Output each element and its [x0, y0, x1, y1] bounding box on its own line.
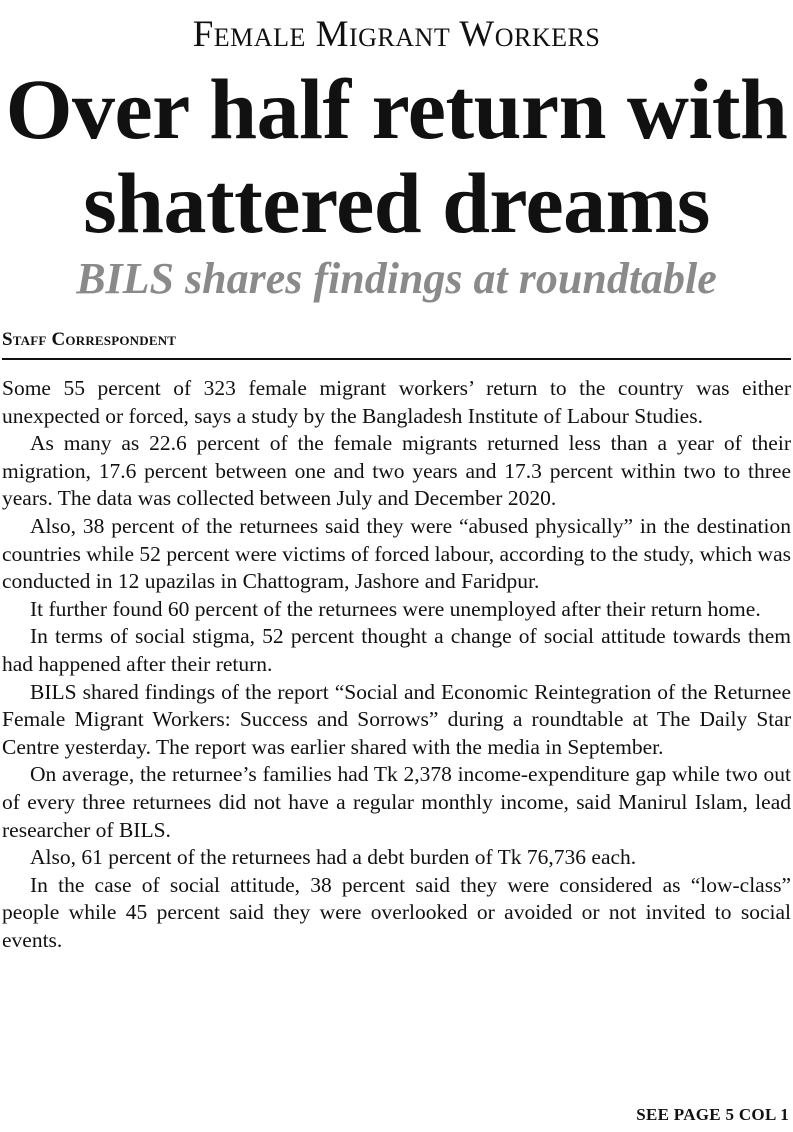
article-body — [2, 375, 791, 954]
article-paragraph: Also, 61 percent of the returnees had a debt burden of Tk 76,736 each. — [30, 845, 637, 870]
article-paragraph: In the case of social attitude, 38 percent said they were considered as “low-class” people while 45 percent said they were overlooked or avoided or not invited to social events. — [2, 872, 791, 952]
byline-divider — [2, 358, 791, 360]
headline: Over half return with shattered dreams — [5, 61, 788, 251]
article-paragraph: On average, the returnee’s families had Tk 2,378 income-expenditure gap while two out of every three returnees did not have a regular monthly income, said Manirul Islam, lead researcher of BILS. — [2, 762, 791, 842]
article-paragraph: BILS shared findings of the report “Social and Economic Reintegration of the Returnee Female Migrant Workers: Success and Sorrows” during a roundtable at The Daily Star Centre yesterday. The report was earlier shared with the media in September. — [2, 679, 791, 759]
section-kicker: Female Migrant Workers — [192, 14, 601, 55]
subheadline: BILS shares findings at roundtable — [76, 254, 717, 303]
article-paragraph: Some 55 percent of 323 female migrant workers’ return to the country was either unexpected or forced, says a study by the Bangladesh Institute of Labour Studies. — [2, 376, 791, 428]
byline: Staff Correspondent — [2, 329, 177, 350]
article-paragraph: Also, 38 percent of the returnees said they were “abused physically” in the destination countries while 52 percent were victims of forced labour, according to the study, which was conducted in 12 upazilas in Chattogram, Jashore and Faridpur. — [2, 513, 791, 594]
article-paragraph: In terms of social stigma, 52 percent thought a change of social attitude towards them had happened after their return. — [2, 624, 791, 676]
article-paragraph: It further found 60 percent of the returnees were unemployed after their return home. — [30, 596, 761, 621]
article-paragraph: As many as 22.6 percent of the female migrants returned less than a year of their migration, 17.6 percent between one and two years and 17.3 percent within two to three years. The data was collected between July and December 2020. — [2, 431, 791, 511]
continued-jump-line: SEE PAGE 5 COL 1 — [636, 1105, 789, 1124]
